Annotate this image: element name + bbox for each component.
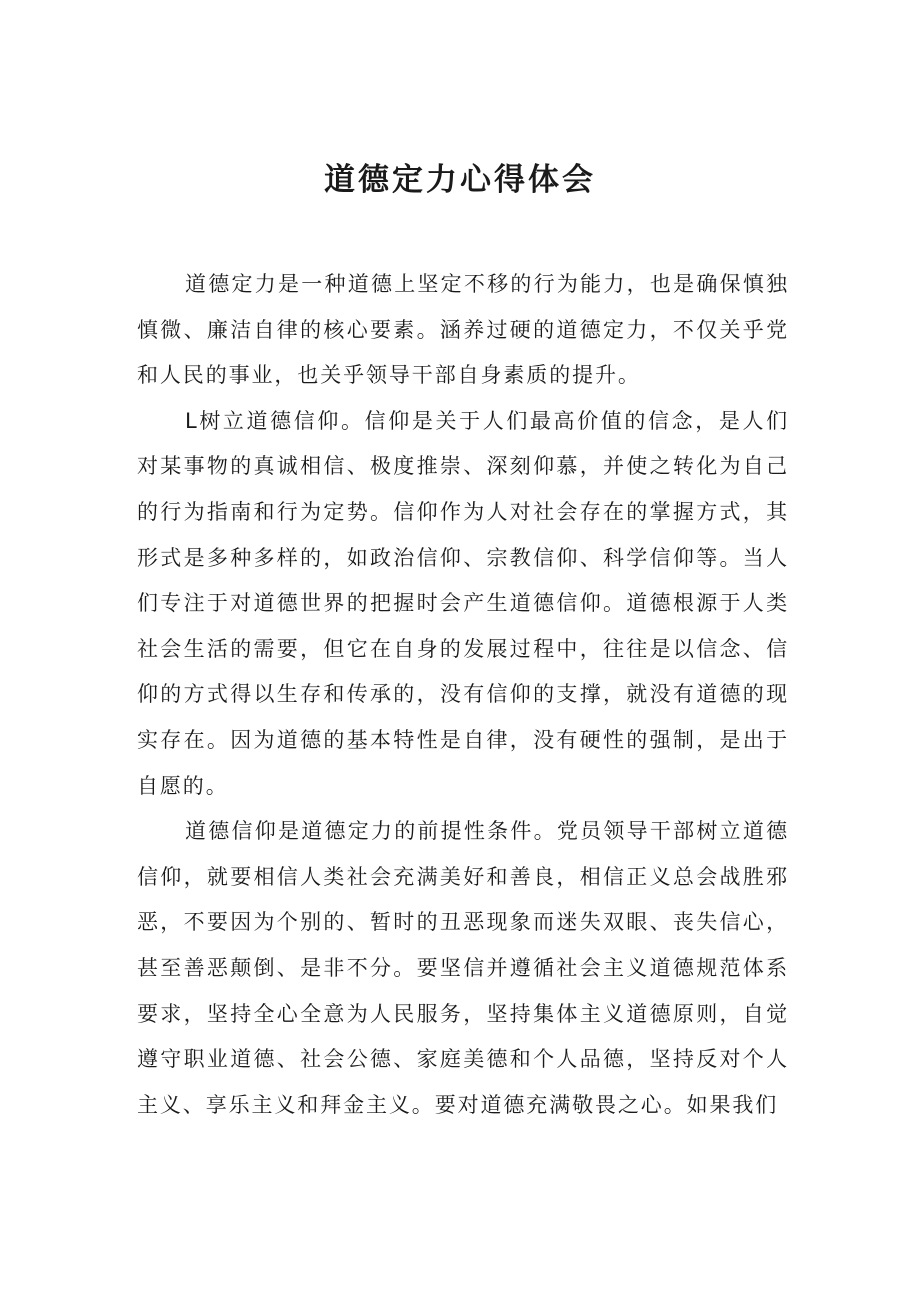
document-title: 道德定力心得体会	[324, 161, 596, 198]
paragraph-moral-belief: L树立道德信仰。信仰是关于人们最高价值的信念，是人们对某事物的真诚相信、极度推崇、深刻仰慕，并使之转化为自己的行为指南和行为定势。信仰作为人对社会存在的掌握方式，其形式是多种多样的，如政治信仰、宗教信仰、科学信仰等。当人们专注于对道德世界的把握时会产生道德信仰。道德根源于人类社会生活的需要，但它在自身的发展过程中，往往是以信念、信仰的方式得以生存和传承的，没有信仰的支撑，就没有道德的现实存在。因为道德的基本特性是自律，没有硬性的强制，是出于自愿的。	[137, 408, 789, 798]
document-body	[137, 262, 789, 1128]
paragraph-intro: 道德定力是一种道德上坚定不移的行为能力，也是确保慎独慎微、廉洁自律的核心要素。涵养过硬的道德定力，不仅关乎党和人民的事业，也关乎领导干部自身素质的提升。	[137, 272, 789, 388]
paragraph-precondition: 道德信仰是道德定力的前提性条件。党员领导干部树立道德信仰，就要相信人类社会充满美好和善良，相信正义总会战胜邪恶，不要因为个别的、暂时的丑恶现象而迷失双眼、丧失信心，甚至善恶颠倒、是非不分。要坚信并遵循社会主义道德规范体系要求，坚持全心全意为人民服务，坚持集体主义道德原则，自觉遵守职业道德、社会公德、家庭美德和个人品德，坚持反对个人主义、享乐主义和拜金主义。要对道德充满敬畏之心。如果我们	[137, 819, 789, 1117]
